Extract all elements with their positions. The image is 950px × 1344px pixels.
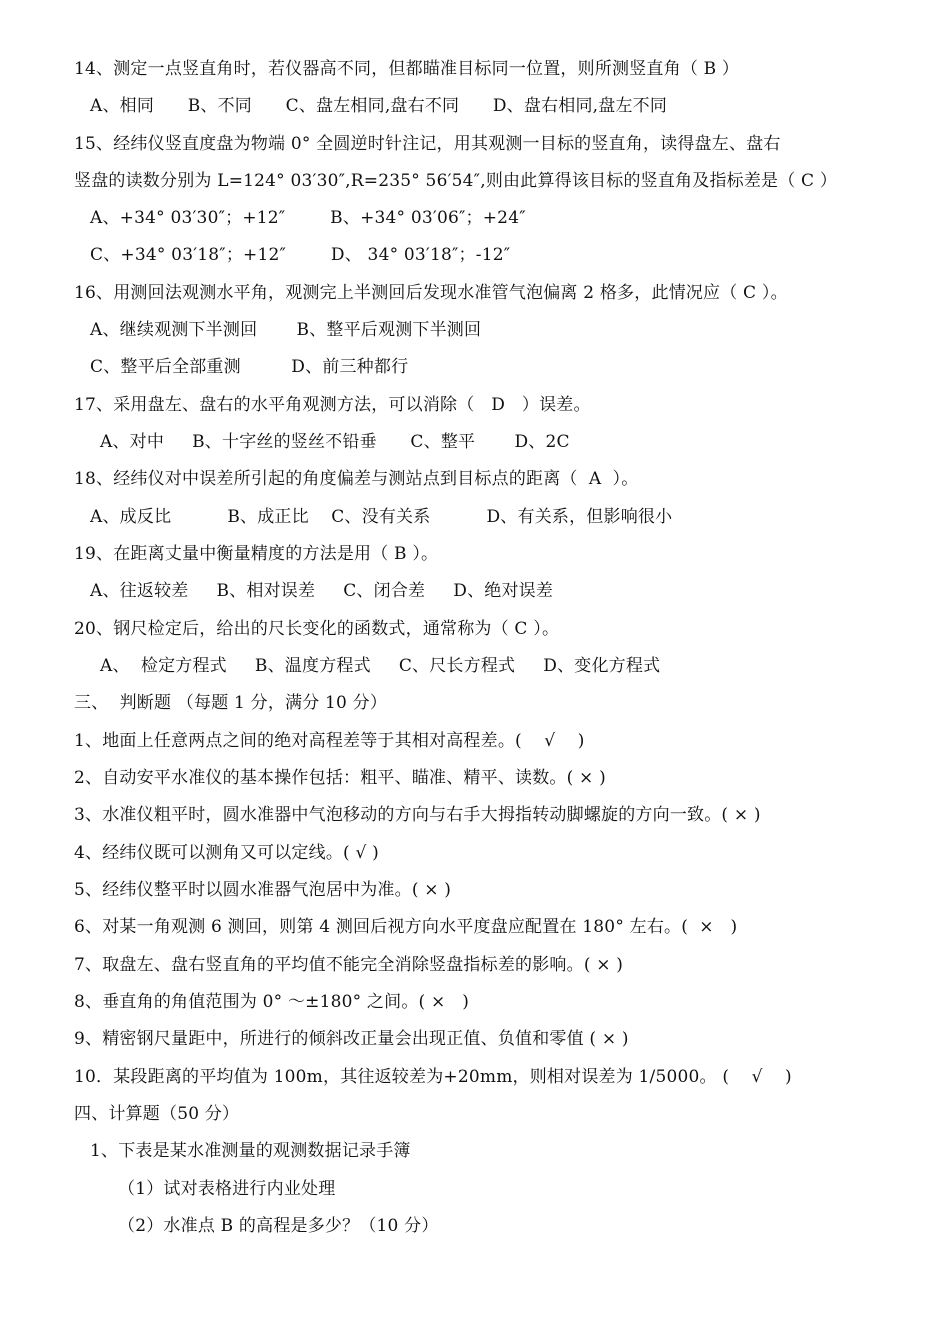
q19-options: A、往返较差 B、相对误差 C、闭合差 D、绝对误差 (90, 581, 554, 601)
q20-options: A、 检定方程式 B、温度方程式 C、尺长方程式 D、变化方程式 (100, 656, 661, 676)
judgement-6: 6、对某一角观测 6 测回，则第 4 测回后视方向水平度盘应配置在 180° 左右。( × ) (74, 917, 738, 937)
q18-stem: 18、经纬仪对中误差所引起的角度偏差与测站点到目标点的距离（ A ）。 (74, 469, 639, 489)
judgement-10: 10．某段距离的平均值为 100m，其往返较差为+20mm，则相对误差为 1/5000。 ( √ ) (74, 1067, 792, 1087)
section-calculation-heading: 四、计算题（50 分） (74, 1104, 240, 1124)
judgement-5: 5、经纬仪整平时以圆水准器气泡居中为准。( × ) (74, 880, 452, 900)
q16-options-ab: A、继续观测下半测回 B、整平后观测下半测回 (90, 320, 482, 340)
calc-1-stem: 1、下表是某水准测量的观测数据记录手簿 (90, 1141, 411, 1161)
q15-stem-line1: 15、经纬仪竖直度盘为物端 0° 全圆逆时针注记，用其观测一目标的竖直角，读得盘左、盘右 (74, 134, 781, 154)
judgement-1: 1、地面上任意两点之间的绝对高程差等于其相对高程差。( √ ) (74, 731, 585, 751)
q16-options-cd: C、整平后全部重测 D、前三种都行 (90, 357, 409, 377)
q15-options-cd: C、+34° 03′18″；+12″ D、 34° 03′18″；-12″ (90, 245, 511, 265)
judgement-7: 7、取盘左、盘右竖直角的平均值不能完全消除竖盘指标差的影响。( × ) (74, 955, 624, 975)
section-judgement-heading: 三、 判断题 （每题 1 分，满分 10 分） (74, 693, 388, 713)
q14-options: A、相同 B、不同 C、盘左相同,盘右不同 D、盘右相同,盘左不同 (90, 96, 668, 116)
judgement-4: 4、经纬仪既可以测角又可以定线。( √ ) (74, 843, 379, 863)
q17-options: A、对中 B、十字丝的竖丝不铅垂 C、整平 D、2C (100, 432, 570, 452)
judgement-2: 2、自动安平水准仪的基本操作包括：粗平、瞄准、精平、读数。( × ) (74, 768, 606, 788)
q19-stem: 19、在距离丈量中衡量精度的方法是用（ B ）。 (74, 544, 439, 564)
judgement-9: 9、精密钢尺量距中，所进行的倾斜改正量会出现正值、负值和零值 ( × ) (74, 1029, 629, 1049)
q20-stem: 20、钢尺检定后，给出的尺长变化的函数式，通常称为（ C ）。 (74, 619, 560, 639)
calc-1-part-1: （1）试对表格进行内业处理 (118, 1179, 336, 1199)
q14-stem: 14、测定一点竖直角时，若仪器高不同，但都瞄准目标同一位置，则所测竖直角（ B ） (74, 59, 740, 79)
q18-options: A、成反比 B、成正比 C、没有关系 D、有关系，但影响很小 (90, 507, 673, 527)
calc-1-part-2: （2）水准点 B 的高程是多少？（10 分） (118, 1216, 439, 1236)
q16-stem: 16、用测回法观测水平角，观测完上半测回后发现水准管气泡偏离 2 格多，此情况应（ C ）。 (74, 283, 788, 303)
judgement-3: 3、水准仪粗平时，圆水准器中气泡移动的方向与右手大拇指转动脚螺旋的方向一致。( × ) (74, 805, 761, 825)
judgement-8: 8、垂直角的角值范围为 0° ～±180° 之间。( × ) (74, 992, 470, 1012)
q15-options-ab: A、+34° 03′30″；+12″ B、+34° 03′06″；+24″ (90, 208, 526, 228)
q15-stem-line2: 竖盘的读数分别为 L=124° 03′30″,R=235° 56′54″,则由此算得该目标的竖直角及指标差是（ C ） (74, 171, 838, 191)
q17-stem: 17、采用盘左、盘右的水平角观测方法，可以消除（ D ）误差。 (74, 395, 591, 415)
